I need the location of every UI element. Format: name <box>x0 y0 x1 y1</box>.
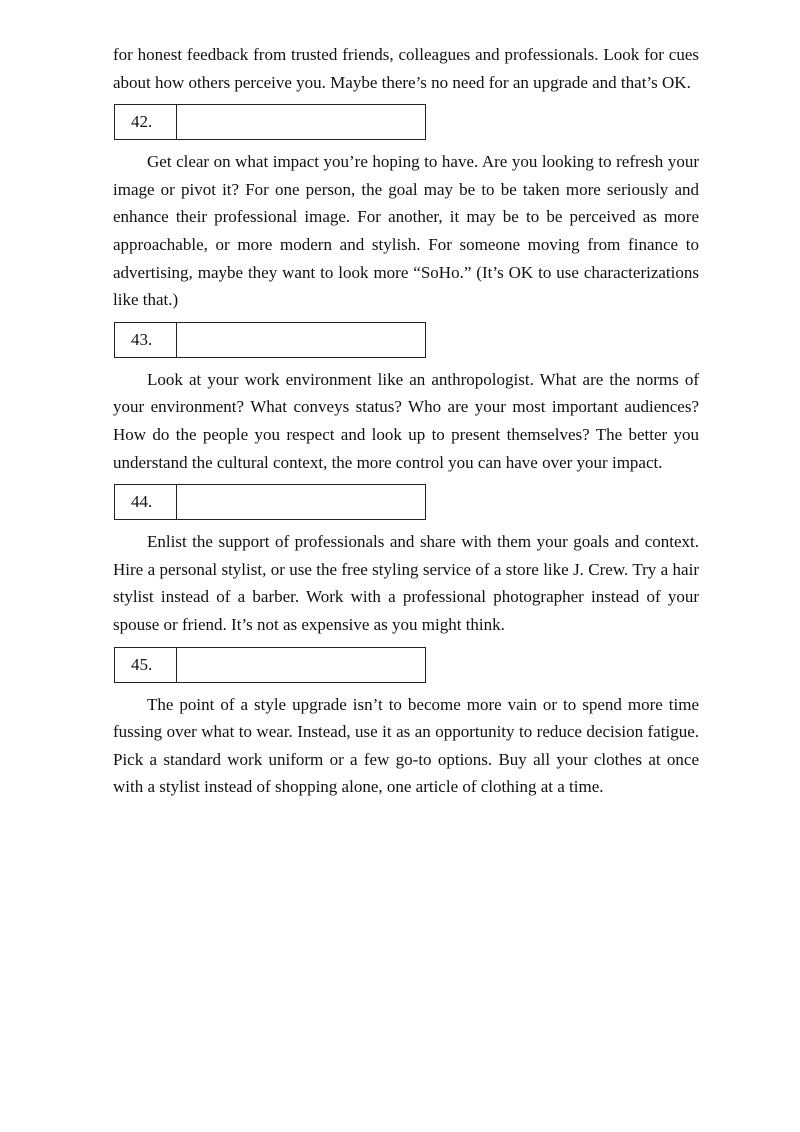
answer-box-42 <box>114 104 426 140</box>
paragraph-3: Look at your work environment like an anthropologist. What are the norms of your environment? What conveys status? Who are your most important audiences? How do the people you respect and look up to present themselves? The better you understand the cultural context, the more control you can have over your impact. <box>113 369 699 472</box>
question-number: 45. <box>115 648 177 682</box>
question-number: 44. <box>115 485 177 519</box>
document-page <box>113 41 699 801</box>
answer-blank-44[interactable] <box>177 485 425 519</box>
answer-blank-42[interactable] <box>177 105 425 139</box>
question-number: 43. <box>115 323 177 357</box>
answer-box-44 <box>114 484 426 520</box>
paragraph-5: The point of a style upgrade isn’t to become more vain or to spend more time fussing over what to wear. Instead, use it as an opportunity to reduce decision fatigue. Pick a standard work uniform or a few go-to options. Buy all your clothes at once with a stylist instead of shopping alone, one article of clothing at a time. <box>113 694 699 797</box>
paragraph-2: Get clear on what impact you’re hoping to have. Are you looking to refresh your image or pivot it? For one person, the goal may be to be taken more seriously and enhance their professional image. For another, it may be to be perceived as more approachable, or more modern and stylish. For someone moving from finance to advertising, maybe they want to look more “SoHo.” (It’s OK to use characterizations like that.) <box>113 152 699 310</box>
paragraph-4: Enlist the support of professionals and share with them your goals and context. Hire a personal stylist, or use the free styling service of a store like J. Crew. Try a hair stylist instead of a barber. Work with a professional photographer instead of your spouse or friend. It’s not as expensive as you might think. <box>113 532 699 634</box>
answer-box-43 <box>114 322 426 358</box>
answer-blank-45[interactable] <box>177 648 425 682</box>
question-number: 42. <box>115 105 177 139</box>
paragraph-1: for honest feedback from trusted friends, colleagues and professionals. Look for cues about how others perceive you. Maybe there’s no need for an upgrade and that’s OK. <box>113 45 699 92</box>
answer-box-45 <box>114 647 426 683</box>
answer-blank-43[interactable] <box>177 323 425 357</box>
